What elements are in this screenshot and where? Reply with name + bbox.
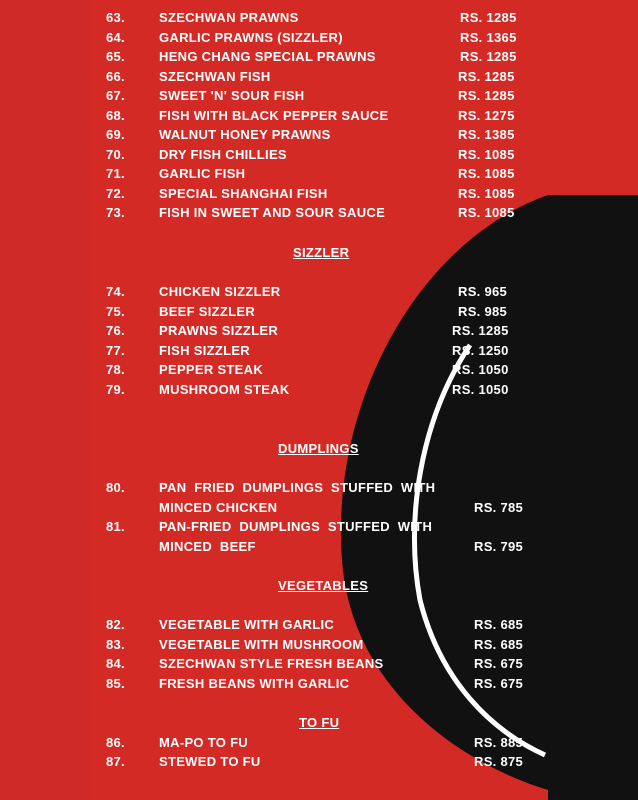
item-number: 67. — [106, 88, 125, 103]
item-price: RS. 1250 — [452, 343, 509, 358]
item-price: RS. 1285 — [458, 88, 515, 103]
item-price: RS. 1085 — [458, 186, 515, 201]
item-name: PEPPER STEAK — [159, 362, 264, 377]
item-number: 86. — [106, 735, 125, 750]
item-number: 73. — [106, 205, 125, 220]
item-number: 77. — [106, 343, 125, 358]
section-heading-sizzler: SIZZLER — [293, 245, 350, 260]
item-price: RS. 675 — [474, 656, 524, 671]
item-name: PRAWNS SIZZLER — [159, 323, 279, 338]
item-number: 63. — [106, 10, 125, 25]
item-number: 72. — [106, 186, 125, 201]
section-heading-tofu: TO FU — [299, 715, 340, 730]
item-price: RS. 795 — [474, 539, 524, 554]
item-price: RS. 1385 — [458, 127, 515, 142]
item-price: RS. 1085 — [458, 166, 515, 181]
item-name: BEEF SIZZLER — [159, 304, 256, 319]
item-number: 71. — [106, 166, 125, 181]
section-heading-vegetables: VEGETABLES — [278, 578, 369, 593]
item-name: HENG CHANG SPECIAL PRAWNS — [159, 49, 376, 64]
item-name: PAN-FRIED DUMPLINGS STUFFED WITH — [159, 519, 433, 534]
item-name: VEGETABLE WITH GARLIC — [159, 617, 335, 632]
item-name: SZECHWAN STYLE FRESH BEANS — [159, 656, 384, 671]
item-price: RS. 1285 — [460, 10, 517, 25]
item-number: 85. — [106, 676, 125, 691]
item-number: 74. — [106, 284, 125, 299]
item-name: GARLIC FISH — [159, 166, 246, 181]
item-name: SZECHWAN FISH — [159, 69, 271, 84]
item-number: 66. — [106, 69, 125, 84]
item-name: SPECIAL SHANGHAI FISH — [159, 186, 328, 201]
item-price: RS. 1275 — [458, 108, 515, 123]
item-price: RS. 1285 — [458, 69, 515, 84]
item-number: 76. — [106, 323, 125, 338]
item-number: 64. — [106, 30, 125, 45]
item-name: PAN FRIED DUMPLINGS STUFFED WITH — [159, 480, 436, 495]
section-heading-dumplings: DUMPLINGS — [278, 441, 359, 456]
item-name: FISH IN SWEET AND SOUR SAUCE — [159, 205, 386, 220]
item-name: VEGETABLE WITH MUSHROOM — [159, 637, 364, 652]
item-name: SWEET 'N' SOUR FISH — [159, 88, 305, 103]
item-number: 84. — [106, 656, 125, 671]
item-number: 68. — [106, 108, 125, 123]
item-name: WALNUT HONEY PRAWNS — [159, 127, 331, 142]
item-number: 79. — [106, 382, 125, 397]
item-price: RS. 965 — [458, 284, 508, 299]
item-price: RS. 785 — [474, 500, 524, 515]
item-price: RS. 875 — [474, 754, 524, 769]
item-price: RS. 1285 — [460, 49, 517, 64]
item-price: RS. 685 — [474, 617, 524, 632]
item-number: 80. — [106, 480, 125, 495]
item-number: 81. — [106, 519, 125, 534]
item-number: 83. — [106, 637, 125, 652]
item-number: 78. — [106, 362, 125, 377]
item-name: STEWED TO FU — [159, 754, 261, 769]
item-name: DRY FISH CHILLIES — [159, 147, 287, 162]
item-number: 69. — [106, 127, 125, 142]
item-number: 75. — [106, 304, 125, 319]
item-price: RS. 1285 — [452, 323, 509, 338]
item-name-continued: MINCED BEEF — [159, 539, 256, 554]
item-number: 87. — [106, 754, 125, 769]
item-name: SZECHWAN PRAWNS — [159, 10, 299, 25]
item-name: MA-PO TO FU — [159, 735, 248, 750]
item-name: FISH WITH BLACK PEPPER SAUCE — [159, 108, 389, 123]
item-price: RS. 1085 — [458, 147, 515, 162]
item-name: MUSHROOM STEAK — [159, 382, 290, 397]
item-name: GARLIC PRAWNS (SIZZLER) — [159, 30, 343, 45]
item-number: 70. — [106, 147, 125, 162]
item-name: FISH SIZZLER — [159, 343, 250, 358]
item-price: RS. 885 — [474, 735, 524, 750]
item-price: RS. 1050 — [452, 382, 509, 397]
item-name: CHICKEN SIZZLER — [159, 284, 281, 299]
item-price: RS. 1365 — [460, 30, 517, 45]
item-price: RS. 1050 — [452, 362, 509, 377]
item-name-continued: MINCED CHICKEN — [159, 500, 278, 515]
item-price: RS. 985 — [458, 304, 508, 319]
item-price: RS. 1085 — [458, 205, 515, 220]
item-number: 82. — [106, 617, 125, 632]
item-name: FRESH BEANS WITH GARLIC — [159, 676, 350, 691]
item-number: 65. — [106, 49, 125, 64]
item-price: RS. 685 — [474, 637, 524, 652]
item-price: RS. 675 — [474, 676, 524, 691]
